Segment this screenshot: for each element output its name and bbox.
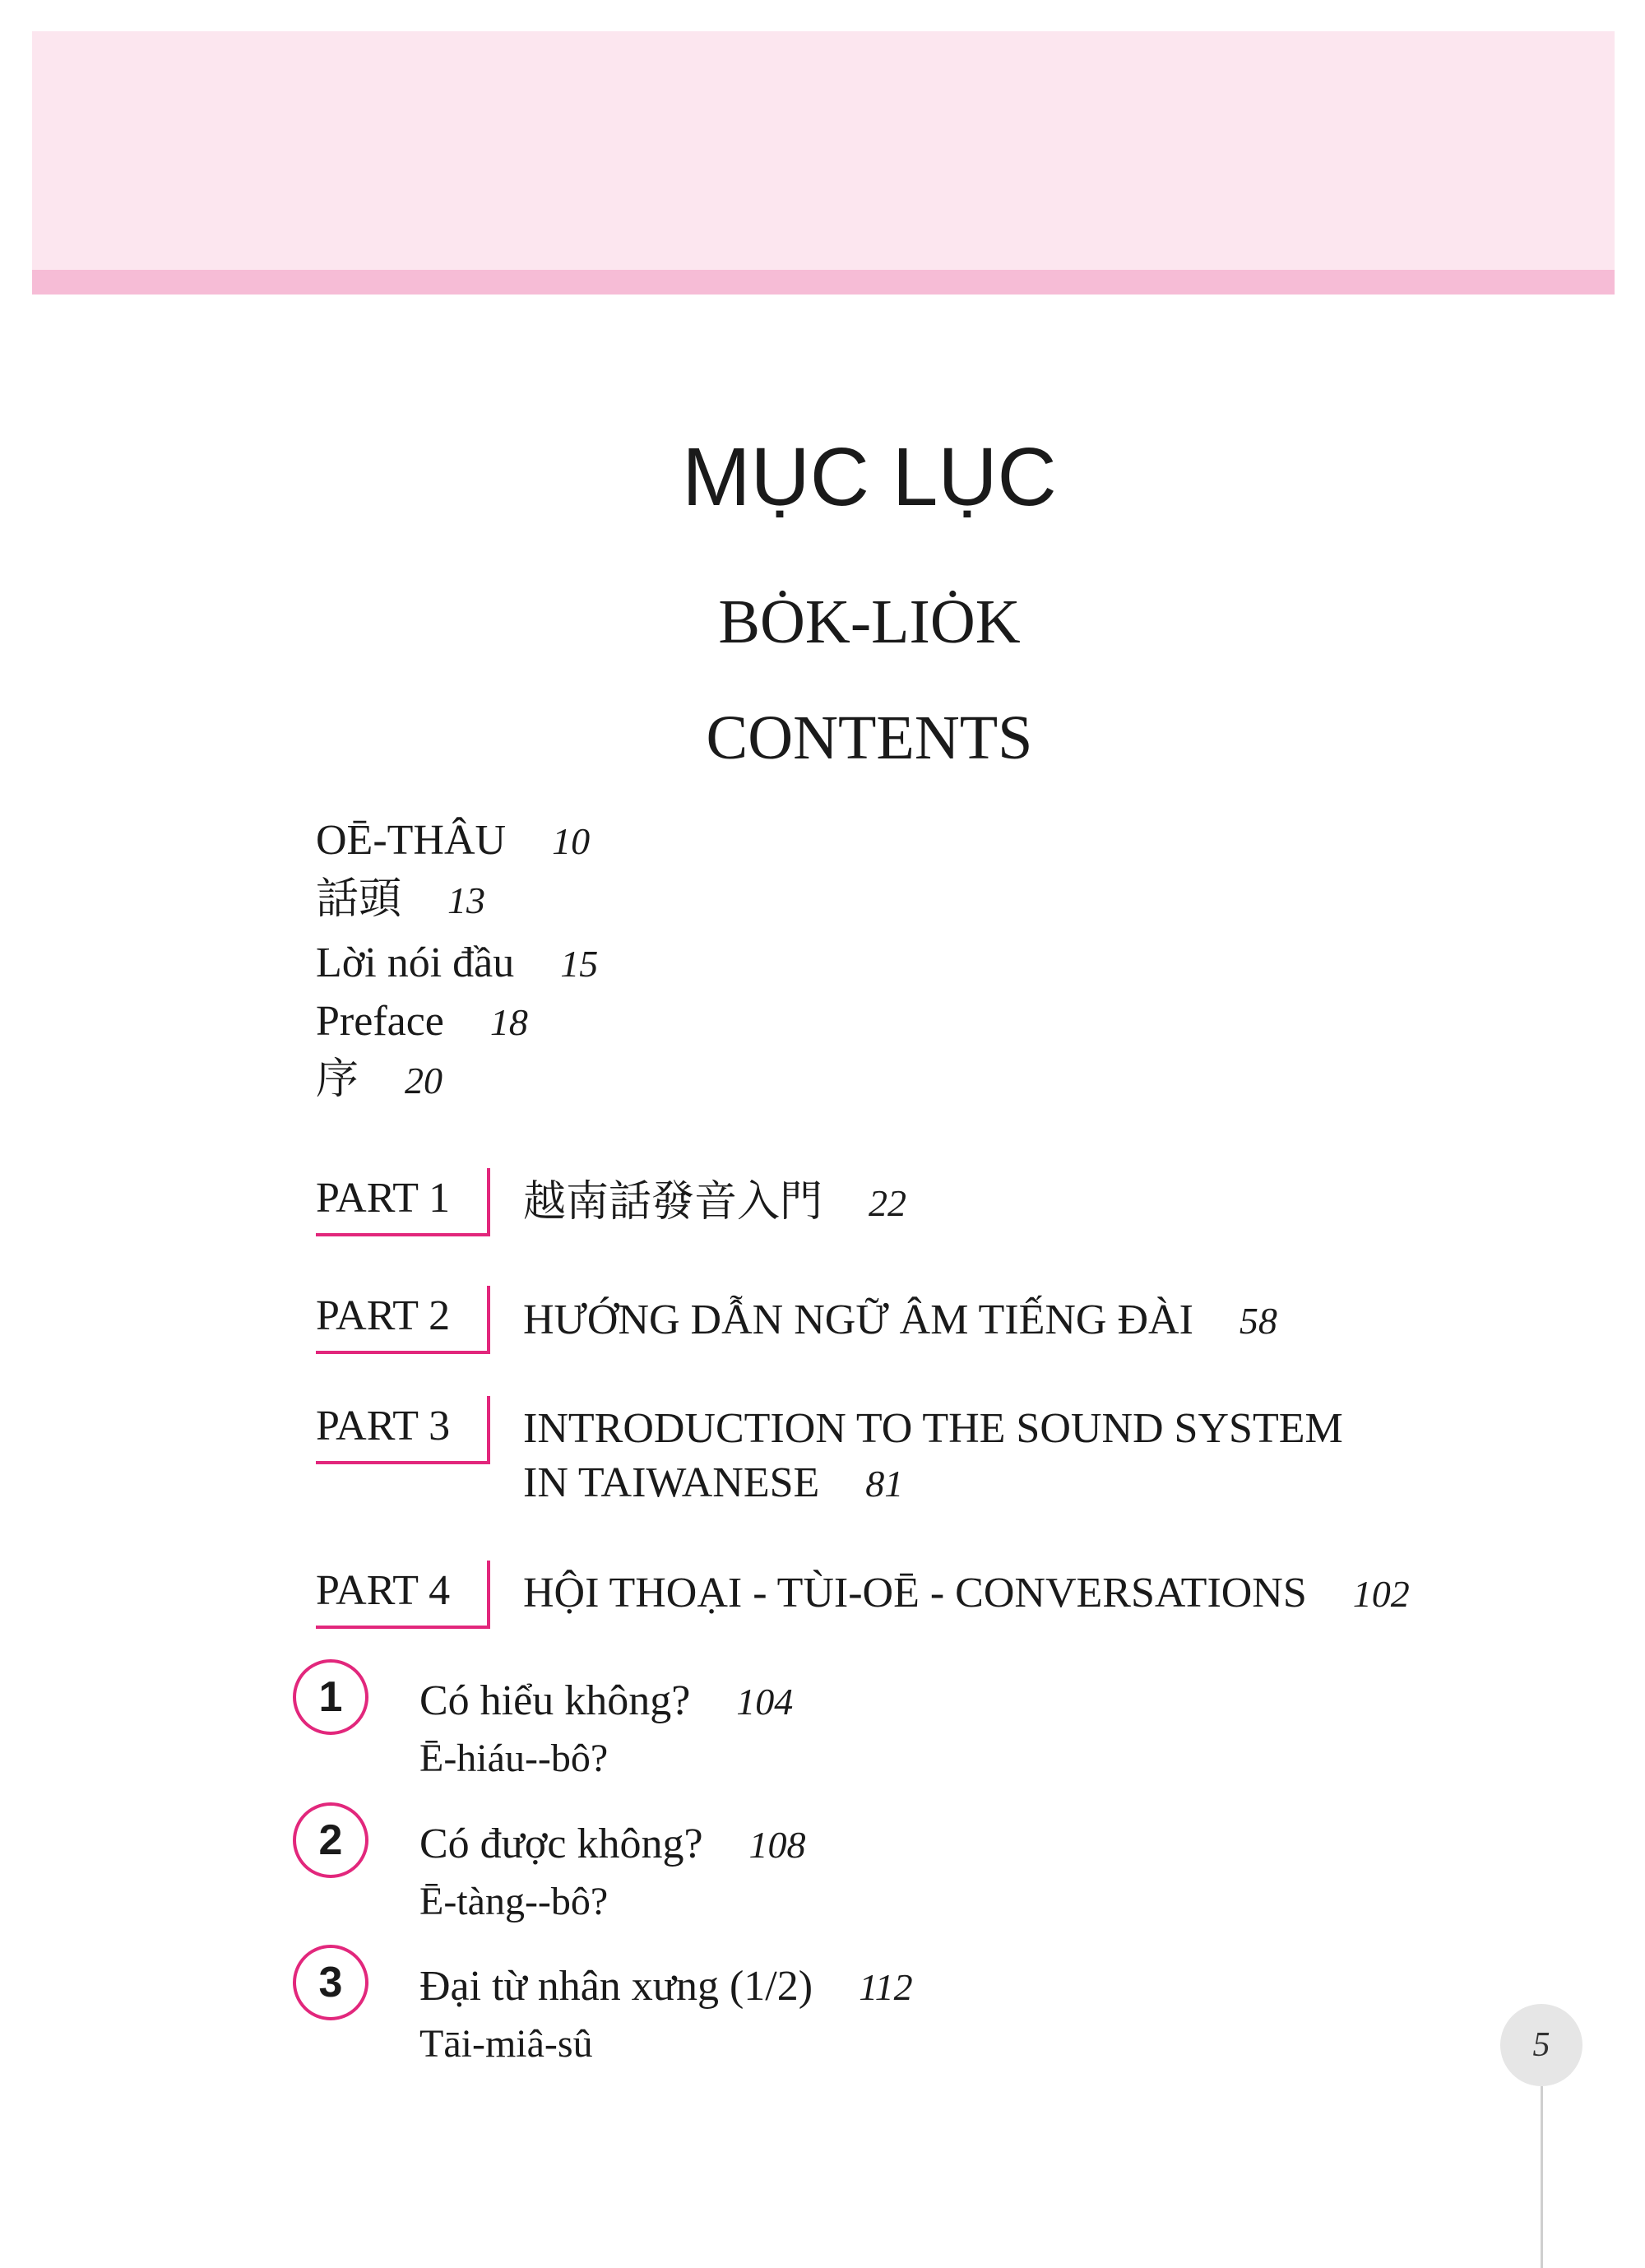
lesson-title: Có được không? — [419, 1820, 703, 1867]
part-2-label: PART 2 — [316, 1290, 489, 1354]
lesson-page: 104 — [736, 1681, 794, 1723]
lesson-2-subtitle: Ē-tàng--bô? — [419, 1880, 609, 1923]
part-4-entry[interactable] — [523, 1566, 1410, 1621]
part-page: 102 — [1352, 1573, 1410, 1615]
toc-entry-page: 10 — [552, 820, 591, 862]
part-title: INTRODUCTION TO THE SOUND SYSTEM — [523, 1405, 1343, 1452]
part-1-divider — [487, 1168, 490, 1236]
toc-entry-page: 15 — [560, 943, 599, 985]
part-page: 58 — [1239, 1300, 1277, 1342]
lesson-1-subtitle: Ē-hiáu--bô? — [419, 1737, 609, 1780]
toc-entry-xu[interactable] — [316, 1054, 443, 1107]
toc-entry-oe-thau[interactable] — [316, 814, 590, 868]
page-subtitle-poj: BȮK-LIȮK — [718, 587, 1021, 656]
lesson-3-entry[interactable] — [419, 1960, 913, 2014]
page-subtitle-english: CONTENTS — [706, 703, 1033, 772]
toc-entry-label: Lời nói đầu — [316, 939, 515, 986]
toc-entry-page: 18 — [489, 1001, 528, 1043]
part-4-divider — [487, 1561, 490, 1629]
lesson-2-number: 2 — [293, 1802, 368, 1878]
part-page: 22 — [869, 1182, 907, 1224]
part-title: 越南話發音入門 — [523, 1179, 823, 1226]
toc-entry-label: 話頭 — [316, 876, 402, 923]
part-title: HƯỚNG DẪN NGỮ ÂM TIẾNG ĐÀI — [523, 1296, 1193, 1343]
toc-entry-label: OĒ-THÂU — [316, 817, 507, 864]
lesson-1-entry[interactable] — [419, 1675, 793, 1728]
toc-entry-label: Preface — [316, 998, 444, 1045]
header-band — [32, 31, 1615, 270]
lesson-2-entry[interactable] — [419, 1818, 806, 1871]
lesson-3-subtitle: Tāi-miâ-sû — [419, 2022, 593, 2066]
lesson-page: 112 — [859, 1966, 913, 2008]
part-page: 81 — [865, 1463, 904, 1505]
lesson-3-number: 3 — [293, 1945, 368, 2020]
page-number-line — [1541, 2086, 1543, 2268]
part-2-divider — [487, 1286, 490, 1354]
part-title-line2: IN TAIWANESE — [523, 1459, 820, 1506]
toc-entry-loi-noi-dau[interactable] — [316, 937, 598, 990]
part-title: HỘI THOẠI - TÙI-OĒ - CONVERSATIONS — [523, 1570, 1307, 1616]
page-number: 5 — [1500, 2004, 1582, 2086]
part-1-label: PART 1 — [316, 1172, 489, 1236]
lesson-1-number: 1 — [293, 1659, 368, 1735]
part-3-label: PART 3 — [316, 1400, 489, 1464]
header-stripe — [32, 270, 1615, 295]
lesson-title: Có hiểu không? — [419, 1677, 691, 1724]
lesson-page: 108 — [748, 1824, 806, 1866]
page-title: MỤC LỤC — [682, 431, 1057, 523]
part-3-entry[interactable] — [523, 1402, 1343, 1511]
toc-entry-page: 13 — [447, 879, 486, 921]
toc-entry-preface[interactable] — [316, 995, 528, 1049]
lesson-title: Đại từ nhân xưng (1/2) — [419, 1963, 813, 2010]
toc-entry-label: 序 — [316, 1056, 359, 1103]
part-4-label: PART 4 — [316, 1565, 489, 1629]
toc-entry-oe-thau-hanji[interactable] — [316, 874, 485, 927]
part-2-entry[interactable] — [523, 1293, 1277, 1348]
part-3-divider — [487, 1396, 490, 1464]
part-1-entry[interactable] — [523, 1176, 906, 1231]
toc-entry-page: 20 — [405, 1060, 443, 1102]
